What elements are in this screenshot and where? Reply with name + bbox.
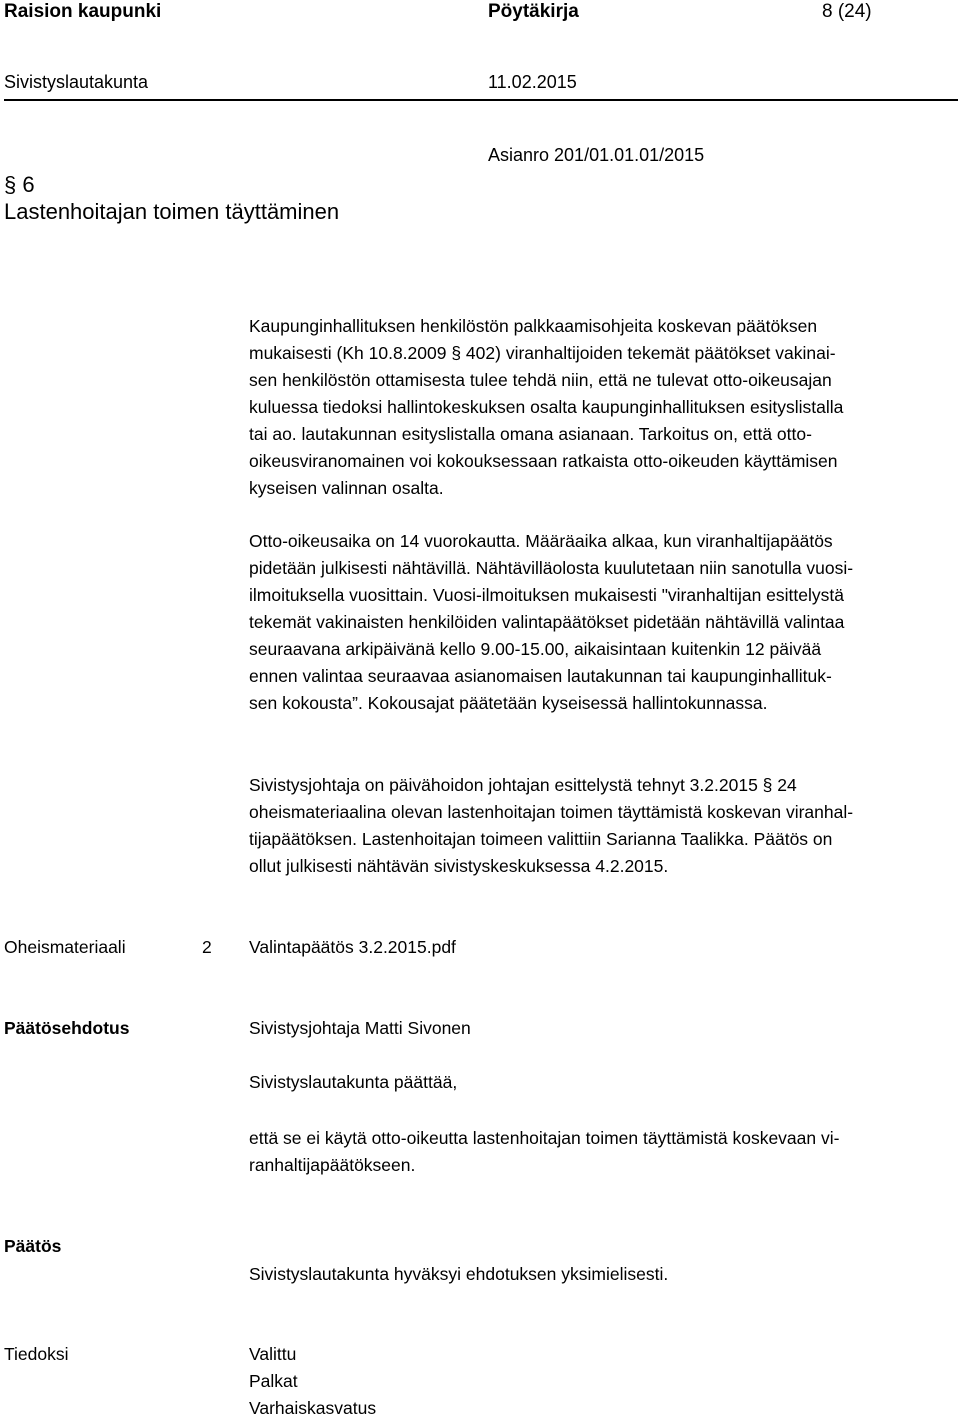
text-line: tijapäätöksen. Lastenhoitajan toimeen valittiin Sarianna Taalikka. Päätös on [249,829,833,849]
text-line: Otto-oikeusaika on 14 vuorokautta. Määräaika alkaa, kun viranhaltijapäätös [249,531,833,551]
text-line: että se ei käytä otto-oikeutta lastenhoitajan toimen täyttämistä koskevaan vi- [249,1128,840,1148]
text-line: tai ao. lautakunnan esityslistalla omana asianaan. Tarkoitus on, että otto- [249,424,812,444]
text-line: ennen valintaa seuraavaa asianomaisen lautakunnan tai kaupunginhallituk- [249,666,832,686]
notice-recipients [249,1341,955,1422]
section-number-value: 6 [22,172,35,197]
meeting-date: 11.02.2015 [488,72,577,92]
recipient-item: Valittu [249,1344,297,1364]
text-line: seuraavana arkipäivänä kello 9.00-15.00, aikaisintaan kuitenkin 12 päivää [249,639,822,659]
text-line: Kaupunginhallituksen henkilöstön palkkaamisohjeita koskevan päätöksen [249,316,818,336]
section-number [4,170,35,200]
text-line: ilmoituksella vuosittain. Vuosi-ilmoituksen mukaisesti "viranhaltijan esittelystä [249,585,844,605]
text-line: sen henkilöstön ottamisesta tulee tehdä niin, että ne tulevat otto-oikeusajan [249,370,832,390]
decision-text: Sivistyslautakunta hyväksyi ehdotuksen yksimielisesti. [249,1264,669,1284]
text-line: tekemät vakinaisten henkilöiden valintapäätökset pidetään nähtävillä valintaa [249,612,845,632]
proposal-label: Päätösehdotus [4,1018,130,1038]
body-paragraph-2 [249,528,955,717]
body-paragraph-1 [249,313,955,502]
doc-type: Pöytäkirja [488,1,579,22]
recipient-item: Palkat [249,1371,298,1391]
case-number: Asianro 201/01.01.01/2015 [488,145,705,165]
attachment-file-link[interactable]: Valintapäätös 3.2.2015.pdf [249,937,456,957]
text-line: oikeusviranomainen voi kokouksessaan ratkaista otto-oikeuden käyttämisen [249,451,838,471]
attachment-number: 2 [202,937,212,957]
org-name: Raision kaupunki [4,1,162,22]
text-line: ranhaltijapäätökseen. [249,1155,416,1175]
recipient-item: Varhaiskasvatus [249,1398,377,1418]
text-line: mukaisesti (Kh 10.8.2009 § 402) viranhaltijoiden tekemät päätökset vakinai- [249,343,836,363]
header-divider [4,99,958,101]
proposal-text [249,1125,955,1179]
text-line: kuluessa tiedoksi hallintokeskuksen osalta kaupunginhallituksen esityslistalla [249,397,844,417]
text-line: ollut julkisesti nähtävän sivistyskeskuksessa 4.2.2015. [249,856,669,876]
text-line: kyseisen valinnan osalta. [249,478,444,498]
decision-label: Päätös [4,1236,62,1256]
section-title: Lastenhoitajan toimen täyttäminen [4,199,340,224]
text-line: oheismateriaalina olevan lastenhoitajan toimen täyttämistä koskevan viranhal- [249,802,854,822]
text-line: pidetään julkisesti nähtävillä. Nähtävilläolosta kuulutetaan niin sanotulla vuosi- [249,558,854,578]
proposal-presenter: Sivistysjohtaja Matti Sivonen [249,1018,471,1038]
body-paragraph-3 [249,772,955,880]
text-line: Sivistysjohtaja on päivähoidon johtajan esittelystä tehnyt 3.2.2015 § 24 [249,775,797,795]
section-sign: § [4,172,17,197]
text-line: sen kokousta”. Kokousajat päätetään kyseisessä hallintokunnassa. [249,693,768,713]
notice-label: Tiedoksi [4,1344,69,1364]
page-number: 8 (24) [822,1,872,22]
attachment-label: Oheismateriaali [4,937,126,957]
proposal-decides: Sivistyslautakunta päättää, [249,1072,458,1092]
committee-name: Sivistyslautakunta [4,72,149,92]
